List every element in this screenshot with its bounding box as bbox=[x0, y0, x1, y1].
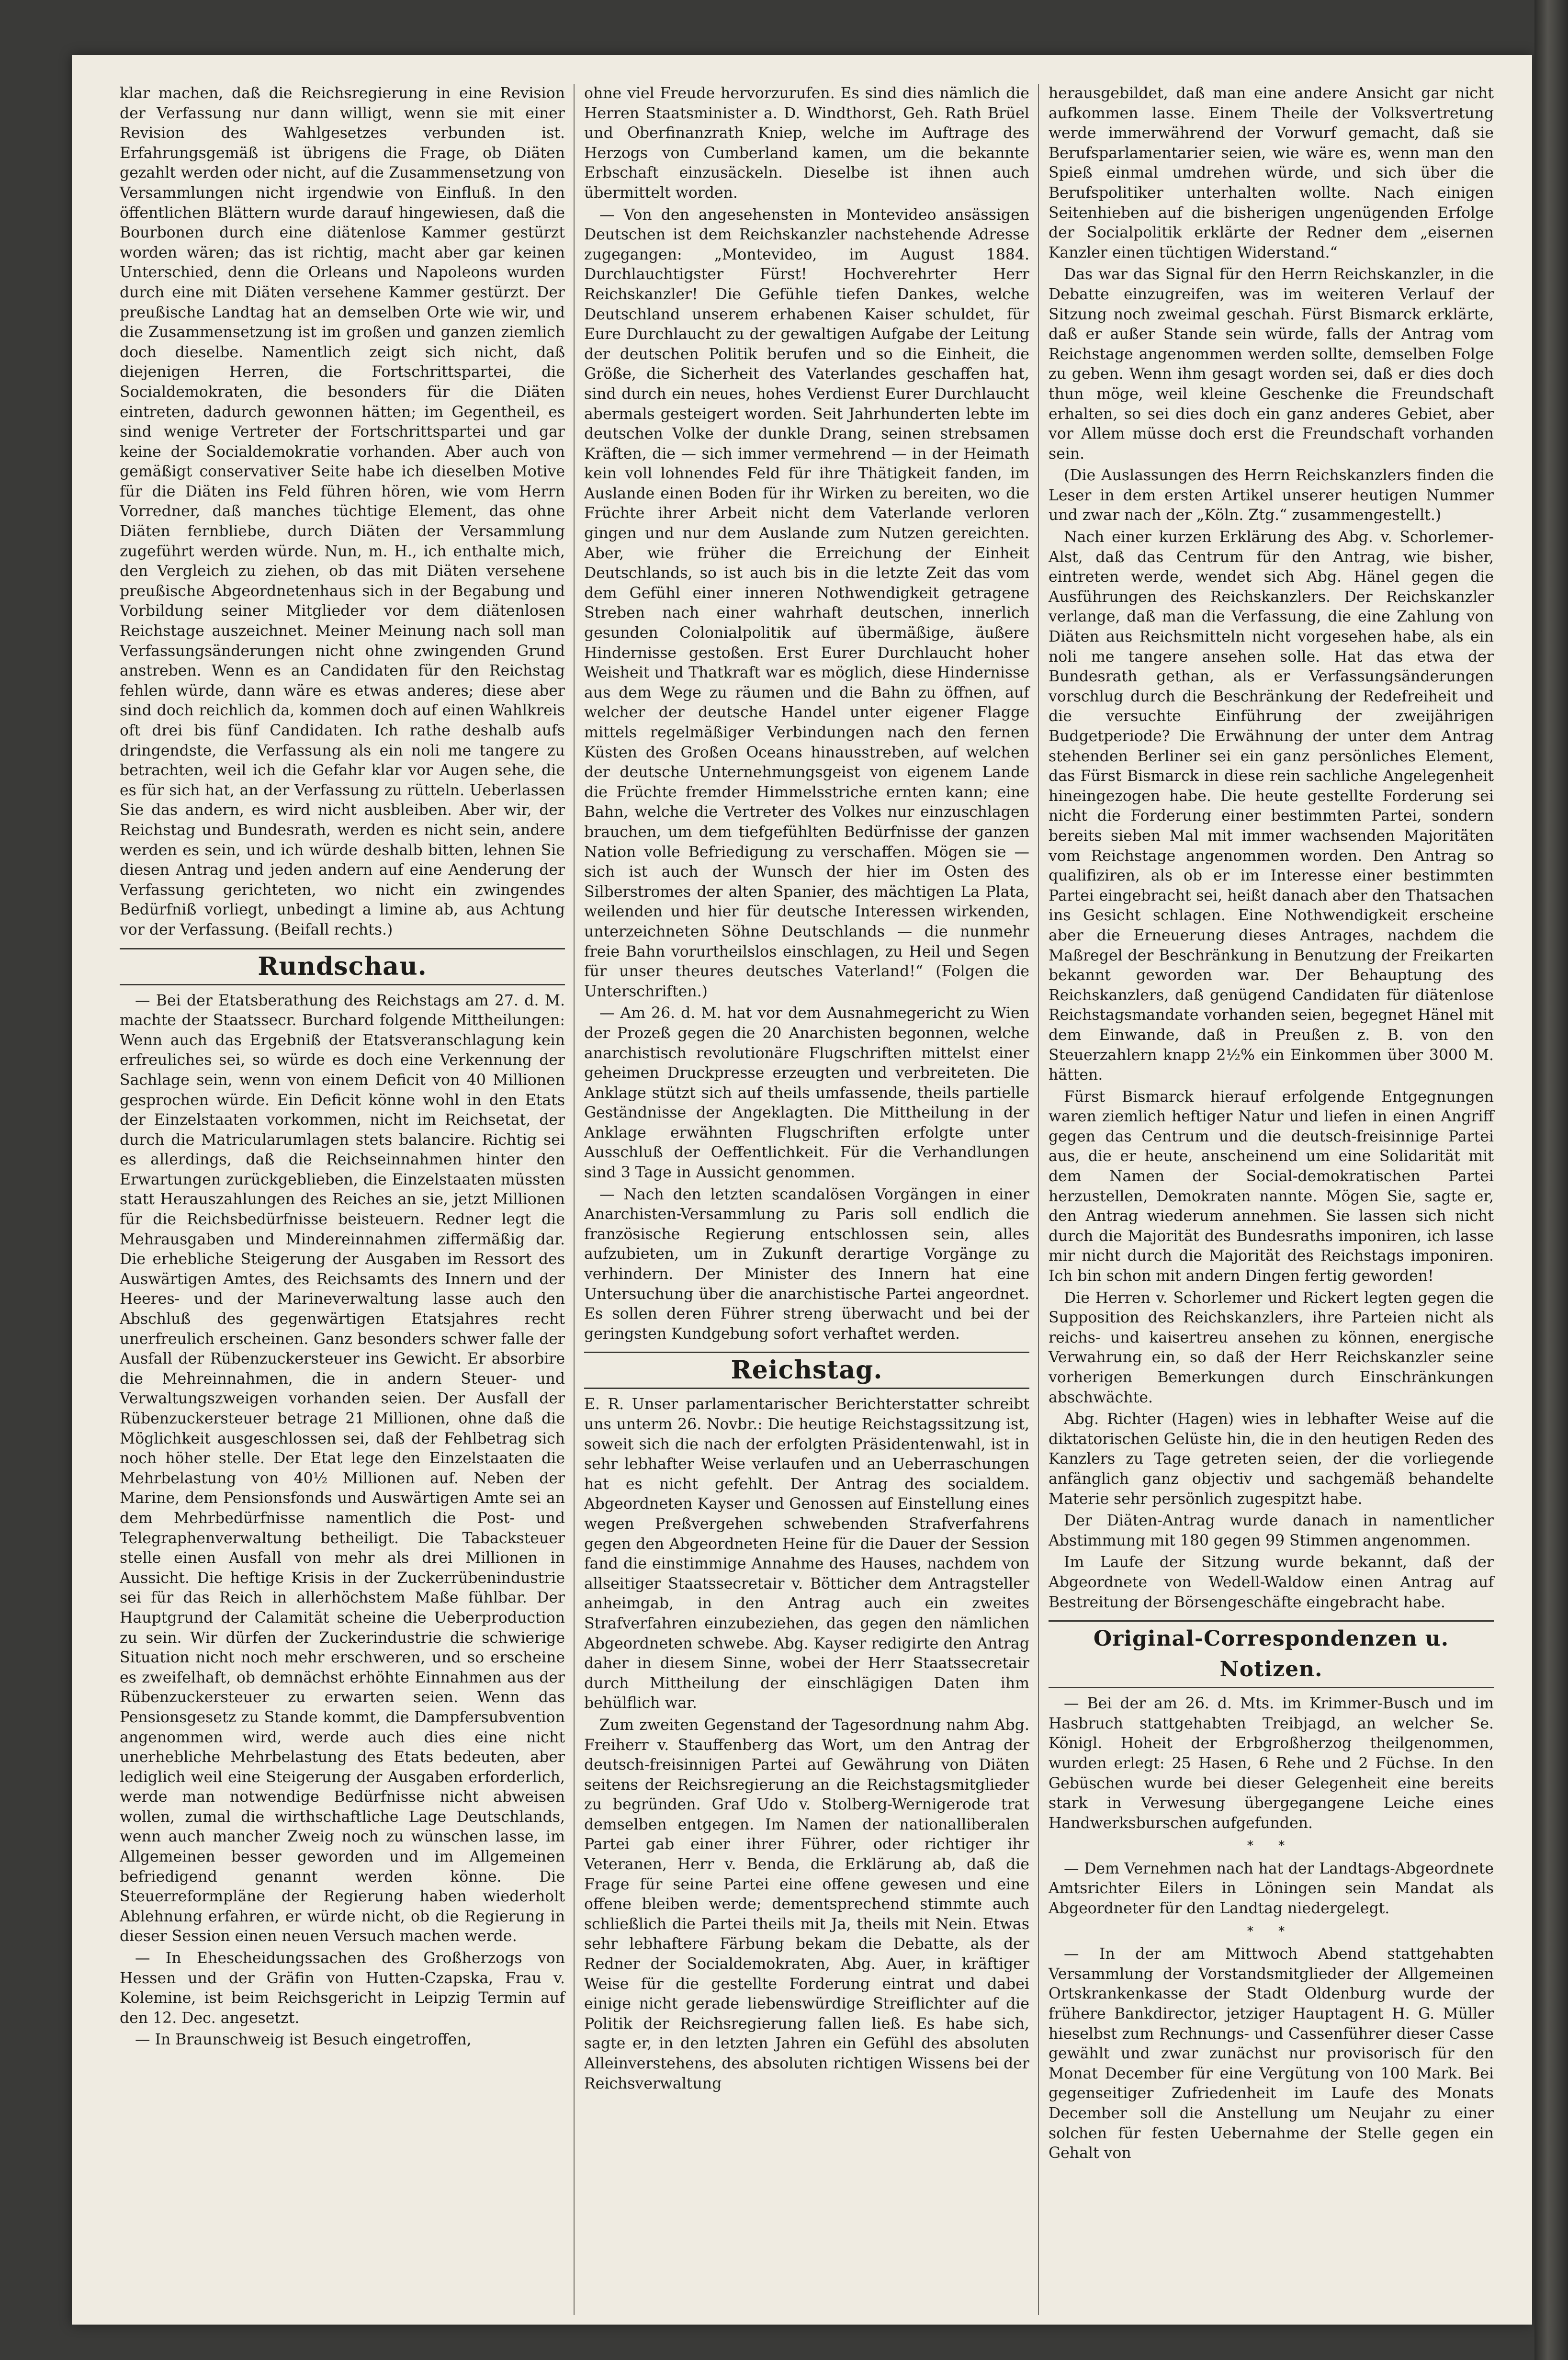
section-heading-correspondenzen: Original-Correspondenzen u. Notizen. bbox=[1049, 1620, 1494, 1688]
article-paragraph: herausgebildet, daß man eine andere Ansicht gar nicht aufkommen lasse. Einem Theile der Volksvertretung werde immerwährend der Vorwurf gemacht, daß sie Berufsparlamentarier seien, wie wäre es, wenn man den Spieß einmal umdrehen würde, und sich über die Berufspolitiker unterhalten wollte. Nach einigen Seitenhieben auf die bisherigen ungenügenden Erfolge der Socialpolitik erklärte der Redner dem „eisernen Kanzler einen tüchtigen Widerstand.“ bbox=[1049, 85, 1494, 261]
article-paragraph: (Die Auslassungen des Herrn Reichskanzlers finden die Leser in dem ersten Artikel unserer heutigen Nummer und zwar nach der „Köln. Ztg.“ zusammengestellt.) bbox=[1049, 467, 1494, 524]
article-paragraph: Das war das Signal für den Herrn Reichskanzler, in die Debatte einzugreifen, was im weiteren Verlauf der Sitzung noch zweimal geschah. Fürst Bismarck erklärte, daß er außer Stande sein würde, falls der Antrag vom Reichstage angenommen werden sollte, demselben Folge zu geben. Wenn ihm gesagt worden sei, daß er dies doch thun möge, weil kleine Geschenke die Freundschaft erhalten, so sei dies doch ein ganz anderes Gebiet, aber vor Allem müsse doch erst die Freundschaft vorhanden sein. bbox=[1049, 266, 1494, 463]
article-paragraph: — Bei der Etatsberathung des Reichstags am 27. d. M. machte der Staatssecr. Burchard folgende Mittheilungen: Wenn auch das Ergebniß der Etatsveranschlagung kein erfreuliches sei, so würde es doch eine Verkennung der Sachlage sein, wenn von einem Deficit von 40 Millionen gesprochen würde. Ein Deficit könne wohl in den Etats der Einzelstaaten vorkommen, nicht im Reichsetat, der durch die Matricularumlagen stets balancire. Richtig sei es allerdings, daß die Reichseinnahmen hinter den Erwartungen zurückgeblieben, die Einzelstaaten müssten statt Herauszahlungen des Reiches an sie, jetzt Millionen für die Reichsbedürfnisse beisteuern. Redner legt die Mehrausgaben und Mindereinnahmen ziffermäßig dar. Die erhebliche Steigerung der Ausgaben im Ressort des Auswärtigen Amtes, des Reichsamts des Innern und der Heeres- und der Marineverwaltung lasse auch den Abschluß des gegenwärtigen Etatsjahres recht unerfreulich erscheinen. Ganz besonders schwer falle der Ausfall der Rübenzuckersteuer ins Gewicht. Er absorbire die Mehreinnahmen, die in andern Steuer- und Verwaltungszweigen vorhanden seien. Der Ausfall der Rübenzuckersteuer betrage 21 Millionen, ohne daß die Möglichkeit ausgeschlossen sei, daß der Fehlbetrag sich noch höher stelle. Der Etat lege den Einzelstaaten die Mehrbelastung von 40½ Millionen auf. Neben der Marine, dem Pensionsfonds und Auswärtigen Amte sei an dem Mehrbedürfnisse namentlich die Post- und Telegraphenverwaltung betheiligt. Die Tabacksteuer stelle einen Ausfall von mehr als drei Millionen in Aussicht. Die heftige Krisis in der Zuckerrübenindustrie sei für das Reich in allerhöchstem Maße fühlbar. Der Hauptgrund der Calamität scheine die Ueberproduction zu sein. Wir dürfen der Zuckerindustrie die schwierige Situation nicht noch mehr erschweren, und so erscheine es zweifelhaft, ob demnächst erhöhte Einnahmen aus der Rübenzuckersteuer zu erwarten seien. Wenn das Pensionsgesetz zu Stande kommt, die Dampfersubvention angenommen wird, werde auch dies eine nicht unerhebliche Mehrbelastung des Etats bedeuten, aber lediglich weil eine Steigerung der Ausgaben erforderlich, werde man notwendige Bedürfnisse nicht abweisen wollen, zumal die wirthschaftliche Lage Deutschlands, wenn auch mancher Zweig noch zu wünschen lasse, im Allgemeinen besser geworden und im Allgemeinen befriedigend genannt werden könne. Die Steuerreformpläne der Regierung haben wiederholt Ablehnung erfahren, er würde nicht, ob die Regierung in dieser Session einen neuen Versuch machen werde. bbox=[120, 992, 565, 1945]
article-paragraph: Im Laufe der Sitzung wurde bekannt, daß der Abgeordnete von Wedell-Waldow einen Antrag auf Bestreitung der Börsengeschäfte eingebracht habe. bbox=[1049, 1554, 1494, 1611]
article-paragraph: ohne viel Freude hervorzurufen. Es sind dies nämlich die Herren Staatsminister a. D. Windthorst, Geh. Rath Brüel und Oberfinanzrath Kniep, welche im Auftrage des Herzogs von Cumberland kamen, um die bekannte Erbschaft einzusäckeln. Dieselbe ist ihnen auch übermittelt worden. bbox=[584, 85, 1029, 202]
separator-stars: * * bbox=[1247, 1924, 1296, 1939]
article-paragraph: Der Diäten-Antrag wurde danach in namentlicher Abstimmung mit 180 gegen 99 Stimmen angenommen. bbox=[1049, 1512, 1494, 1549]
article-paragraph: Fürst Bismarck hierauf erfolgende Entgegnungen waren ziemlich heftiger Natur und liefen in einen Angriff gegen das Centrum und die deutsch-freisinnige Partei aus, die er heute, anscheinend um eine Solidarität mit dem Namen der Social-demokratischen Partei herzustellen, Demokraten nannte. Mögen Sie, sagte er, den Antrag wiederum annehmen. Sie lassen sich nicht durch die Majorität des Bundesraths imponiren, ich lasse mir nicht durch die Majorität des Reichstags imponiren. Ich bin schon mit andern Dingen fertig geworden! bbox=[1049, 1088, 1494, 1285]
article-paragraph: — Dem Vernehmen nach hat der Landtags-Abgeordnete Amtsrichter Eilers in Löningen sein Mandat als Abgeordneter für den Landtag niedergelegt. bbox=[1049, 1860, 1494, 1918]
column-2 bbox=[584, 84, 1029, 2096]
article-paragraph: — In der am Mittwoch Abend stattgehabten Versammlung der Vorstandsmitglieder der Allgemeinen Ortskrankenkasse der Stadt Oldenburg wurde der frühere Bankdirector, jetziger Hauptagent H. G. Müller hieselbst zum Rechnungs- und Cassenführer dieser Casse gewählt und zwar zunächst nur provisorisch für den Monat December für eine Vergütung von 100 Mark. Bei gegenseitiger Zufriedenheit im Laufe des Monats December soll die Anstellung um Neujahr zu einer solchen für festen Uebernahme der Stelle gegen ein Gehalt von bbox=[1049, 1945, 1494, 2162]
book-spine-edge bbox=[1534, 0, 1568, 2360]
column-3 bbox=[1049, 84, 1494, 2166]
article-paragraph: — Am 26. d. M. hat vor dem Ausnahmegericht zu Wien der Prozeß gegen die 20 Anarchisten begonnen, welche anarchistisch revolutionäre Flugschriften mittelst einer geheimen Druckpresse erzeugten und verbreiteten. Die Anklage stützt sich auf theils umfassende, theils partielle Geständnisse der Angeklagten. Die Mittheilung in der Anklage erwähnten Flugschriften erfolgte unter Ausschluß der Oeffentlichkeit. Für die Verhandlungen sind 3 Tage in Aussicht genommen. bbox=[584, 1005, 1029, 1182]
article-paragraph: — Nach den letzten scandalösen Vorgängen in einer Anarchisten-Versammlung zu Paris soll endlich die französische Regierung entschlossen sein, alles aufzubieten, um in Zukunft derartige Vorgänge zu verhindern. Der Minister des Innern hat eine Untersuchung über die anarchistische Partei angeordnet. Es sollen deren Führer streng überwacht und bei der geringsten Kundgebung sofort verhaftet werden. bbox=[584, 1186, 1029, 1343]
article-paragraph: E. R. Unser parlamentarischer Berichterstatter schreibt uns unterm 26. Novbr.: Die heutige Reichstagssitzung ist, soweit sich die nach der erfolgten Präsidentenwahl, ist in sehr lebhafter Weise verlaufen und an Ueberraschungen hat es nicht gefehlt. Der Antrag des socialdem. Abgeordneten Kayser und Genossen auf Einstellung eines wegen Preßvergehen schwebenden Strafverfahrens gegen den Abgeordneten Heine für die Dauer der Session fand die einstimmige Annahme des Hauses, nachdem von allseitiger Staatssecretair v. Bötticher dem Antragsteller anheimgab, in den Antrag auch ein zweites Strafverfahren einzubeziehen, das gegen den nämlichen Abgeordneten schwebe. Abg. Kayser redigirte den Antrag daher in diesem Sinne, wobei der Herr Staatssecretair durch Mittheilung der einschlägigen Daten ihm behülflich war. bbox=[584, 1396, 1029, 1712]
column-divider bbox=[574, 84, 575, 2315]
article-paragraph: Zum zweiten Gegenstand der Tagesordnung nahm Abg. Freiherr v. Stauffenberg das Wort, um den Antrag der deutsch-freisinnigen Partei auf Gewährung von Diäten seitens der Reichsregierung an die Reichstagsmitglieder zu begründen. Graf Udo v. Stolberg-Wernigerode trat demselben entgegen. Im Namen der nationalliberalen Partei gab einer ihrer Führer, oder richtiger ihr Veteranen, Herr v. Benda, die Erklärung ab, daß die Frage für seine Partei eine offene gewesen und eine offene bleiben werde; dementsprechend stimmte auch schließlich die Partei theils mit Ja, theils mit Nein. Etwas sehr lebhaftere Färbung bekam die Debatte, als der Redner der Socialdemokraten, Abg. Auer, in kräftiger Weise für die gestellte Forderung eintrat und dabei einige nicht gerade liebenswürdige Streiflichter auf die Politik der Reichsregierung fallen ließ. Es habe sich, sagte er, in den letzten Jahren ein Gefühl des absoluten Alleinverstehens, des absoluten richtigen Wissens bei der Reichsverwaltung bbox=[584, 1716, 1029, 2092]
newspaper-page bbox=[72, 55, 1532, 2325]
article-paragraph: — In Ehescheidungssachen des Großherzogs von Hessen und der Gräfin von Hutten-Czapska, Frau v. Kolemine, ist beim Reichsgericht in Leipzig Termin auf den 12. Dec. angesetzt. bbox=[120, 1950, 565, 2027]
article-paragraph: — In Braunschweig ist Besuch eingetroffen, bbox=[135, 2031, 472, 2049]
column-divider bbox=[1038, 84, 1039, 2315]
article-paragraph: Nach einer kurzen Erklärung des Abg. v. Schorlemer-Alst, daß das Centrum für den Antrag, wie bisher, eintreten werde, wendet sich Abg. Hänel gegen die Ausführungen des Reichskanzlers. Der Reichskanzler verlange, daß man die Verfassung, die eine Zahlung von Diäten aus Reichsmitteln nicht vorgesehen habe, als ein noli me tangere ansehen solle. Hat das etwa der Bundesrath gethan, als er Verfassungsänderungen vorschlug durch die Beschränkung der Redefreiheit und die versuchte Einführung der zweijährigen Budgetperiode? Die Erwähnung der unter dem Antrag stehenden Berliner sei ein ganz persönliches Element, das Fürst Bismarck in diese rein sachliche Angelegenheit hineingezogen habe. Die heute gestellte Forderung sei nicht die Forderung einer bestimmten Partei, sondern bereits sieben Mal mit immer wachsenden Majoritäten vom Reichstage angenommen worden. Den Antrag so qualifiziren, als ob er im Interesse einer bestimmten Partei eingebracht sei, heißt danach aber den Thatsachen ins Gesicht schlagen. Eine Nothwendigkeit erscheine aber die Erneuerung dieses Antrages, nachdem die Maßregel der Beschränkung in Benutzung der Freikarten bekannt geworden war. Der Behauptung des Reichskanzlers, daß genügend Candidaten für diätenlose Reichstagsmandate vorhanden seien, begegnet Hänel mit dem Einwande, daß in Preußen z. B. von den Steuerzahlern knapp 2½% ein Einkommen über 3000 M. hätten. bbox=[1049, 529, 1494, 1084]
article-paragraph: — Von den angesehensten in Montevideo ansässigen Deutschen ist dem Reichskanzler nachstehende Adresse zugegangen: „Montevideo, im August 1884. Durchlauchtigster Fürst! Hochverehrter Herr Reichskanzler! Die Gefühle tiefen Dankes, welche Deutschland unserem erhabenen Kaiser schuldet, für Eure Durchlaucht zu der gewaltigen Aufgabe der Leitung der deutschen Politik berufen und so die Einheit, die Größe, die Sicherheit des Vaterlandes geschaffen hat, sind durch ein neues, hohes Verdienst Eurer Durchlaucht abermals gesteigert worden. Seit Jahrhunderten lebte im deutschen Volke der dunkle Drang, seinen strebsamen Kräften, die — sich immer vermehrend — in der Heimath kein voll lohnendes Feld für ihre Thätigkeit fanden, im Auslande einen Boden für ihr Wirken zu bereiten, wo die Früchte ihrer Arbeit nicht dem Vaterlande verloren gingen und nur dem Auslande zum Nutzen gereichten. Aber, wie früher die Erreichung der Einheit Deutschlands, so ist auch bis in die letzte Zeit das vom dem Gefühl einer inneren Nothwendigkeit getragene Streben nach einer wahrhaft deutschen, innerlich gesunden Colonialpolitik auf übermäßige, äußere Hindernisse gestoßen. Erst Eurer Durchlaucht hoher Weisheit und Thatkraft war es möglich, diese Hindernisse aus dem Wege zu räumen und die Bahn zu öffnen, auf welcher der deutsche Handel unter eigener Flagge mittels regelmäßiger Verbindungen nach den fernen Küsten des Großen Oceans hinausstreben, auf welchen der deutsche Unternehmungsgeist von eigenem Lande die Früchte fremder Himmelsstriche ernten kann; eine Bahn, welche die Vertreter des Volkes nur einzuschlagen brauchen, um dem tiefgefühlten Bedürfnisse der ganzen Nation volle Befriedigung zu verschaffen. Mögen sie — sich ist auch der Wunsch der hier im Osten des Silberstromes der alten Spanier, des mächtigen La Plata, weilenden und hier für deutsche Interessen wirkenden, unterzeichneten Söhne Deutschlands — die nunmehr freie Bahn vorurtheilslos einschlagen, zu Heil und Segen für unser theures deutsches Vaterland!“ (Folgen die Unterschriften.) bbox=[584, 206, 1029, 1000]
article-paragraph: klar machen, daß die Reichsregierung in eine Revision der Verfassung nur dann willigt, wenn sie mit einer Revision des Wahlgesetzes verbunden ist. Erfahrungsgemäß ist übrigens die Frage, ob Diäten gezahlt werden oder nicht, auf die Zusammensetzung von Versammlungen nicht irgendwie von Einfluß. In den öffentlichen Blättern wurde darauf hingewiesen, daß die Bourbonen durch eine diätenlose Kammer gestürzt worden wären; das ist richtig, macht aber gar keinen Unterschied, denn die Orleans und Napoleons wurden durch eine mit Diäten versehene Kammer gestürzt. Der preußische Landtag hat an demselben Orte wie wir, und die Zusammensetzung ist im großen und ganzen ziemlich doch dieselbe. Namentlich zeigt sich nicht, daß diejenigen Herren, die Fortschrittspartei, die Socialdemokraten, die besonders für die Diäten eintreten, dadurch gewonnen hätten; im Gegentheil, es sind wenige Vertreter der Fortschrittspartei und gar keine der Socialdemokratie vorhanden. Aber auch von gemäßigt conservativer Seite habe ich dieselben Motive für die Diäten ins Feld führen hören, wie vom Herrn Vorredner, daß manches tüchtige Element, das ohne Diäten fernbliebe, durch Diäten der Versammlung zugeführt werden würde. Nun, m. H., ich enthalte mich, den Vergleich zu ziehen, ob das mit Diäten versehene preußische Abgeordnetenhaus sich in der Begabung und Vorbildung seiner Mitglieder vor dem diätenlosen Reichstage auszeichnet. Meiner Meinung nach soll man Verfassungsänderungen nicht ohne zwingenden Grund anstreben. Wenn es an Candidaten für den Reichstag fehlen würde, dann wäre es etwas anderes; diese aber sind doch reichlich da, kommen doch auf einen Wahlkreis oft drei bis fünf Candidaten. Ich rathe deshalb aufs dringendste, die Verfassung als ein noli me tangere zu betrachten, weil ich die Gefahr klar vor Augen sehe, die es für sich hat, an der Verfassung zu rütteln. Ueberlassen Sie das andern, es wird nicht ausbleiben. Aber wir, der Reichstag und Bundesrath, werden es nicht sein, andere werden es sein, und ich würde deshalb bitten, lehnen Sie diesen Antrag und jeden andern auf eine Aenderung der Verfassung gerichteten, wo nicht ein zwingendes Bedürfniß vorliegt, unbedingt a limine ab, aus Achtung vor der Verfassung. (Beifall rechts.) bbox=[120, 85, 565, 938]
column-1 bbox=[120, 84, 565, 2052]
article-paragraph: — Bei der am 26. d. Mts. im Krimmer-Busch und im Hasbruch stattgehabten Treibjagd, an welcher Se. Königl. Hoheit der Erbgroßherzog theilgenommen, wurden erlegt: 25 Hasen, 6 Rehe und 2 Füchse. In den Gebüschen wurde bei dieser Gelegenheit eine bereits stark in Verwesung übergegangene Leiche eines Handwerksburschen aufgefunden. bbox=[1049, 1695, 1494, 1832]
section-heading-rundschau: Rundschau. bbox=[120, 948, 565, 985]
separator-stars: * * bbox=[1247, 1839, 1296, 1853]
section-heading-reichstag: Reichstag. bbox=[584, 1352, 1029, 1389]
article-paragraph: Die Herren v. Schorlemer und Rickert legten gegen die Supposition des Reichskanzlers, ihre Parteien nicht als reichs- und kaisertreu ansehen zu können, energische Verwahrung ein, so daß der Herr Reichskanzler seine vorherigen Bemerkungen durch Einschränkungen abschwächte. bbox=[1049, 1289, 1494, 1406]
article-paragraph: Abg. Richter (Hagen) wies in lebhafter Weise auf die diktatorischen Gelüste hin, die in den heutigen Reden des Kanzlers zu Tage getreten seien, der die vorliegende anfänglich ganz objectiv und sachgemäß behandelte Materie sehr persönlich zugespitzt habe. bbox=[1049, 1411, 1494, 1508]
